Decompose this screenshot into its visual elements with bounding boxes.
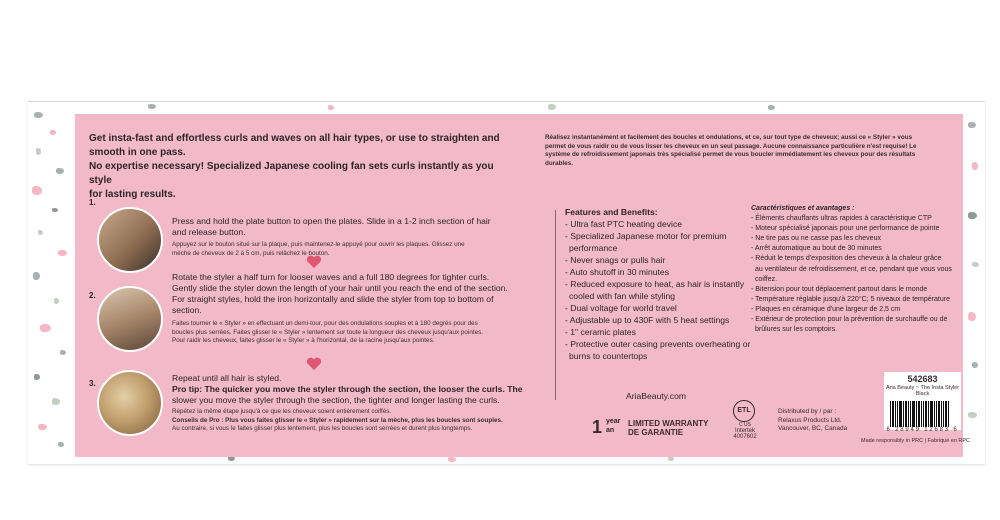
step-3-text-en: Repeat until all hair is styled. Pro tip: The quicker you move the styler through the section, the looser the curls. The slower you move the styler through the section, the tighter and longer lasting the curls. [172,373,523,405]
caracteristiques-list: Caractéristiques et avantages : - Éléments chauffants ultras rapides à caractéristique CTP - Moteur spécialisé japonais pour une performance de pointe - Ne tire pas ou ne casse pas les cheveux - Arrêt automatique au bout de 30 minutes - Réduit le temps d'exposition des cheveux à la chaleur grâce au ventilateur de refroidissement, et ce, pendant que vous vous coiffez. - Bitension pour tout déplacement partout dans le monde - Température réglable jusqu'à 220°C; 5 niveaux de température - Plaques en céramique d'une largeur de 2,5 cm - Extérieur de protection pour la prévention de surchauffe ou de brûlures sur les comptoirs. [751,205,952,334]
step-2-number: 2. [89,291,96,300]
vertical-divider [555,210,556,400]
step-1-number: 1. [89,198,96,207]
barcode [890,399,955,427]
package-back [28,101,985,464]
made-in-text: Made responsibly in PRC | Fabriqué en RPC [861,438,971,444]
french-intro: Réalisez instantanément et facilement des boucles et ondulations, et ce, sur tout type de cheveux; aussi ce « Styler » vous permet de vous raidir ou de vous lisser les cheveux en un seul passage. Aucune connaissance particulière n'est requise! Le système de refroidissement japonais très spécialisé permet de vous boucler immédiatement les cheveux pour des résultats durables. [545,134,917,167]
etl-certification: ETL C US Intertek 4007602 [725,400,765,440]
step-1-text-en: Press and hold the plate button to open the plates. Slide in a 1-2 inch section of hair and release button. [172,216,491,237]
website-url: AriaBeauty.com [626,391,687,401]
step-1-text-fr: Appuyez sur le bouton situé sur la plaque, puis maintenez-le appuyé pour ouvrir les plaques. Glissez une mèche de cheveux de 2 à 5 cm, puis relâchez le bouton. [172,241,465,257]
distributor-info: Distributed by / par : Relaxus Products Ltd. Vancouver, BC, Canada [778,408,848,432]
step-2-photo [97,286,163,352]
heart-icon [306,255,322,269]
features-list: Features and Benefits: - Ultra fast PTC heating device - Specialized Japanese motor for premium performance - Never snags or pulls hair - Auto shutoff in 30 minutes - Reduced exposure to heat, as hair is instantly cooled with fan while styling - Dual voltage for world travel - Adjustable up to 430F with 5 heat settings - 1" ceramic plates - Protective outer casing prevents overheating or burns to countertops [565,207,751,361]
step-3-text-fr: Répétez la même étape jusqu'à ce que les cheveux soient entièrement coiffés. Conseils de Pro : Plus vous faites glisser le « Styler » rapidement sur la mèche, plus les boucles sont souples. Au contraire, si vous le faites glisser plus lentement, plus les boucles sont serrées et durent plus longtemps. [172,408,503,432]
etl-logo-icon: ETL [733,400,755,422]
sku-barcode-label: 542683 Aria Beauty ~ The Insta Styler Black 6 28949 12683 6 [885,374,960,433]
pink-info-panel: Get insta-fast and effortless curls and waves on all hair types, or use to straighten and smooth in one pass. No expertise necessary! Specialized Japanese cooling fan sets curls instantly as you style for lasting results. Réalisez instantanément et facilement des boucles et ondulations, et ce, sur tout type de cheveux; aussi ce « Styler » vous permet de vous raidir ou de vous lisser les cheveux en un seul passage. Aucune connaissance particulière n'est requise! Le système de refroidissement japonais très spécialisé permet de vous boucler immédiatement les cheveux pour des résultats durables. 1. Press and hold the plate button to open the plates. Slide in a 1-2 inch section of hair and release button. Appuyez sur le bouton situé sur la plaque, puis maintenez-le appuyé pour ouvrir les plaques. Glissez une mèche de cheveux de 2 à 5 cm, puis relâchez le bouton. 2. Rotate the styler a half turn for looser waves and a full 180 degrees for tighter curls. Gently slide the styler down the length of your hair until you reach the end of the section. For straight styles, hold the iron horizontally and slide the styler from top to bottom of section. Faites tourner le « Styler » en effectuant un demi-tour, pour des ondulations souples et à 180 degrés pour des boucles plus serrées. Faites glisser le « Styler » lentement sur toute la longueur des cheveux jusqu'aux pointes. Pour raidir les cheveux, faites glisser le « Styler » à l'horizontal, de la racine jusqu'aux pointes. 3. Repeat until all hair is styled. Pro tip: The quicker you move the styler through the section, the looser the curls. The slower you move the styler through the section, the tighter and longer lasting the curls. Répétez la même étape jusqu'à ce que les cheveux soient entièrement coiffés. Conseils de Pro : Plus vous faites glisser le « Styler » rapidement sur la mèche, plus les boucles sont souples. Au contraire, si vous le faites glisser plus lentement, plus les boucles sont serrées et durent plus longtemps. Features and Benefits: - Ultra fast PTC heating device - Specialized Japanese motor for premium performance - Never snags or pulls hair - Auto shutoff in 30 minutes - Reduced exposure to heat, as hair is instantly cooled with fan while styling - Dual voltage for world travel - Adjustable up to 430F with 5 heat settings - 1" ceramic plates - Protective outer casing prevents overheating or burns to countertops AriaBeauty.com Caractéristiques et avantages : - Éléments chauffants ultras rapides à caractéristique CTP - Moteur spécialisé japonais pour une performance de pointe - Ne tire pas ou ne casse pas les cheveux - Arrêt automatique au bout de 30 minutes - Réduit le temps d'exposition des cheveux à la chaleur grâce au ventilateur de refroidissement, et ce, pendant que vous vous coiffez. - Bitension pour tout déplacement partout dans le monde - Température réglable jusqu'à 220°C; 5 niveaux de température - Plaques en céramique d'une largeur de 2,5 cm - Extérieur de protection pour la prévention de surchauffe ou de brûlures sur les comptoirs. 1 year an LIMITED WARRANTY DE GARANTIE ETL C US Intertek 4007602 Distributed by / par : Relaxus Products Ltd. Vancouver, BC, Canada 542683 Aria Beauty ~ The Insta Styler Black 6 28949 12683 6 Made responsibly in PRC | Fabriqué en RPC [75,114,963,457]
headline-text: Get insta-fast and effortless curls and waves on all hair types, or use to straighten and smooth in one pass. No expertise necessary! Specialized Japanese cooling fan sets curls instantly as you style for lasting results. [89,133,500,200]
heart-icon [306,357,322,371]
step-2-text-fr: Faites tourner le « Styler » en effectuant un demi-tour, pour des ondulations souples et à 180 degrés pour des boucles plus serrées. Faites glisser le « Styler » lentement sur toute la longueur des cheveux jusqu'aux pointes. Pour raidir les cheveux, faites glisser le « Styler » à l'horizontal, de la racine jusqu'aux pointes. [172,320,483,344]
step-3-number: 3. [89,379,96,388]
step-2-text-en: Rotate the styler a half turn for looser waves and a full 180 degrees for tighter curls. Gently slide the styler down the length of your hair until you reach the end of the section. For straight styles, hold the iron horizontally and slide the styler from top to bottom of section. [172,272,508,315]
step-3-photo [97,370,163,436]
step-1-photo [97,207,163,273]
